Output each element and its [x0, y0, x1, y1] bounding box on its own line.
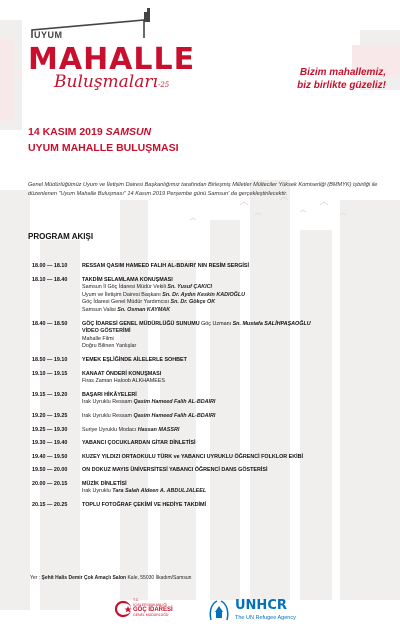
speaker-name: Sn. Yusuf ÇAKICI	[167, 284, 213, 291]
schedule-list	[32, 263, 382, 510]
schedule-item	[32, 277, 382, 315]
event-date: 14 KASIM 2019 SAMSUN	[28, 126, 152, 138]
schedule-time: 20.00 — 20.15	[32, 480, 68, 487]
footer-logos	[0, 595, 400, 635]
speaker-name: Hassan MASSRI	[137, 426, 180, 433]
schedule-body	[82, 467, 382, 475]
speaker-name: Tara Salah Aldeen A. ABDULJALEEL	[112, 488, 207, 495]
venue-name: Şehit Halis Demir Çok Amaçlı Salon	[41, 575, 127, 581]
schedule-line: Irak Uyruklu Ressam Qasim Hameed Falih AL-BDAIRI	[82, 399, 216, 406]
schedule-title: YEMEK EŞLİĞİNDE AİLELERLE SOHBET	[82, 356, 187, 363]
unhcr-name: UNHCR	[235, 598, 287, 613]
schedule-item	[32, 467, 382, 475]
logo-uyum-text: UYUM	[34, 30, 63, 40]
schedule-line: Göç İdaresi Genel Müdür Yardımcısı Sn. Dr. Gökçe OK	[82, 299, 216, 306]
schedule-title: BAŞARI HİKÂYELERİ	[82, 391, 137, 398]
schedule-item	[32, 427, 382, 435]
unhcr-emblem-icon	[207, 598, 231, 624]
schedule-item	[32, 481, 382, 496]
schedule-body	[82, 481, 382, 496]
schedule-body	[82, 502, 382, 510]
unhcr-subtitle: The UN Refugee Agency	[235, 615, 296, 621]
schedule-title: ON DOKUZ MAYIS ÜNİVERSİTESİ YABANCI ÖĞRENCİ DANS GÖSTERİSİ	[82, 467, 268, 474]
schedule-item	[32, 263, 382, 271]
slogan	[226, 66, 386, 92]
speaker-name: Sn. Dr. Aydın Keskin KADIOĞLU	[162, 291, 246, 298]
schedule-title: YABANCI ÇOCUKLARDAN GİTAR DİNLETİSİ	[82, 440, 196, 447]
goc-tc: T.C.	[133, 598, 140, 602]
schedule-time: 20.15 — 20.25	[32, 502, 68, 509]
schedule-title: GÖÇ İDARESİ GENEL MÜDÜRLÜĞÜ SUNUMU Göç Uzmanı Sn. Mustafa SALİHPAŞAOĞLU	[82, 320, 311, 327]
goc-ministry: İÇİŞLERİ BAKANLIĞI	[133, 603, 168, 607]
schedule-item	[32, 321, 382, 351]
schedule-body	[82, 263, 382, 271]
schedule-body	[82, 371, 382, 386]
schedule-item	[32, 413, 382, 421]
schedule-time: 18.10 — 18.40	[32, 276, 68, 283]
logo-mahalle-text: MAHALLE	[28, 42, 196, 77]
goc-name: GÖÇ İDARESİ	[133, 607, 173, 613]
schedule-time: 19.20 — 19.25	[32, 412, 68, 419]
uyum-mahalle-logo	[26, 8, 196, 108]
schedule-time: 18.40 — 18.50	[32, 320, 68, 327]
slogan-line-1: Bizim mahallemiz,	[299, 67, 386, 78]
schedule-body	[82, 392, 382, 407]
speaker-name: Qasim Hameed Falih AL-BDAIRI	[133, 412, 216, 419]
schedule-body	[82, 277, 382, 315]
schedule-title: TAKDİM SELAMLAMA KONUŞMASI	[82, 276, 173, 283]
schedule-body	[82, 357, 382, 365]
schedule-item	[32, 371, 382, 386]
venue-line: Yer : Şehit Halis Demir Çok Amaçlı Salon Kale, 55030 İlkadım/Samsun	[30, 575, 192, 581]
event-title: UYUM MAHALLE BULUŞMASI	[28, 142, 179, 154]
schedule-body	[82, 454, 382, 462]
schedule-time: 19.25 — 19.30	[32, 426, 68, 433]
schedule-line: Samsun İl Göç İdaresi Müdür Vekili Sn. Yusuf ÇAKICI	[82, 284, 213, 291]
unhcr-logo	[207, 598, 327, 628]
goc-subname: GENEL MÜDÜRLÜĞÜ	[133, 613, 169, 617]
schedule-line: Suriye Uyruklu Modacı Hassan MASSRI	[82, 426, 180, 433]
schedule-body	[82, 321, 382, 351]
schedule-line: Irak Uyruklu Tara Salah Aldeen A. ABDULJALEEL	[82, 488, 207, 495]
schedule-item	[32, 454, 382, 462]
schedule-body	[82, 440, 382, 448]
schedule-title: KANAAT ÖNDERİ KONUŞMASI	[82, 370, 162, 377]
intro-paragraph: Genel Müdürlüğümüz Uyum ve İletişim Dairesi Başkanlığımız tarafından Birleşmiş Milletler Mülteciler Yüksek Komiserliği (BMMYK) işbirliği ile düzenlenen "Uyum Mahalle Buluşması" 14 Kasım 2019 Perşembe günü Samsun' da gerçekleştirilecektir.	[28, 182, 378, 197]
schedule-body	[82, 413, 382, 421]
schedule-line: Irak Uyruklu Ressam Qasim Hameed Falih AL-BDAIRI	[82, 412, 216, 419]
schedule-time: 19.15 — 19.20	[32, 391, 68, 398]
goc-idaresi-text	[133, 598, 173, 618]
schedule-time: 18.00 — 18.10	[32, 263, 68, 269]
program-heading: PROGRAM AKIŞI	[28, 232, 94, 241]
schedule-body	[82, 427, 382, 435]
schedule-line: Samsun Valisi Sn. Osman KAYMAK	[82, 306, 171, 313]
schedule-line: VİDEO GÖSTERİMİ	[82, 328, 131, 335]
speaker-name: Sn. Osman KAYMAK	[117, 306, 171, 313]
schedule-line: Firas Zaman Haloob ALKHAMEES	[82, 378, 165, 385]
slogan-line-2: biz birlikte güzeliz!	[297, 80, 386, 91]
schedule-item	[32, 392, 382, 407]
schedule-item	[32, 502, 382, 510]
schedule-title: MÜZİK DİNLETİSİ	[82, 480, 127, 487]
schedule-line: Mahalle Filmi	[82, 335, 114, 342]
schedule-time: 19.10 — 19.15	[32, 370, 68, 377]
schedule-time: 18.50 — 19.10	[32, 356, 68, 363]
speaker-name: Qasim Hameed Falih AL-BDAIRI	[133, 399, 216, 406]
speaker-name: Sn. Dr. Gökçe OK	[170, 299, 216, 306]
schedule-title: TOPLU FOTOĞRAF ÇEKİMİ VE HEDİYE TAKDİMİ	[82, 502, 206, 509]
logo-bulusmalari-text: Buluşmaları-25	[54, 72, 170, 92]
schedule-title: KUZEY YILDIZI ORTAOKULU TÜRK ve YABANCI UYRUKLU ÖĞRENCİ FOLKLOR EKİBİ	[82, 453, 304, 460]
schedule-line: Uyum ve İletişim Dairesi Başkanı Sn. Dr. Aydın Keskin KADIOĞLU	[82, 291, 246, 298]
schedule-line: Doğru Bilinen Yanlışlar	[82, 343, 137, 350]
schedule-item	[32, 440, 382, 448]
event-city: SAMSUN	[105, 126, 152, 138]
schedule-time: 19.40 — 19.50	[32, 453, 68, 460]
schedule-item	[32, 357, 382, 365]
schedule-time: 19.30 — 19.40	[32, 440, 68, 447]
schedule-time: 19.50 — 20.00	[32, 467, 68, 474]
schedule-title: RESSAM QASIM HAMEED FALIH AL-BDAIRI' NIN RESİM SERGİSİ	[82, 263, 250, 269]
